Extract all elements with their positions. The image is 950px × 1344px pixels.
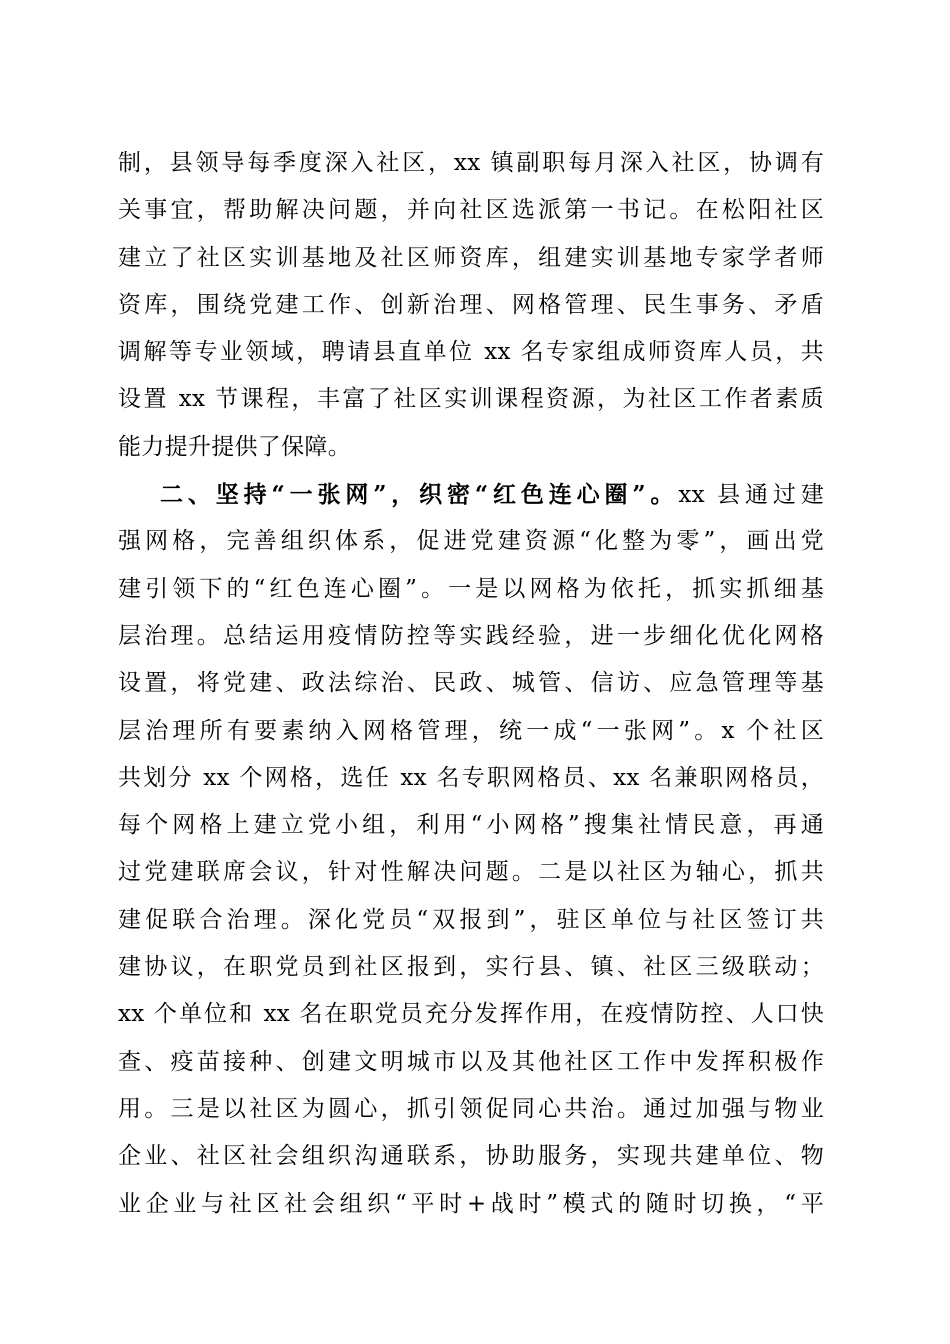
- text-line: 调解等专业领域，聘请县直单位 xx 名专家组成师资库人员，共: [118, 339, 824, 366]
- text-line: 设置，将党建、政法综治、民政、城管、信访、应急管理等基: [118, 670, 824, 697]
- text-line: 业企业与社区社会组织“平时+战时”模式的随时切换，“平: [118, 1190, 824, 1217]
- text-line: xx 个单位和 xx 名在职党员充分发挥作用，在疫情防控、人口快: [118, 1001, 824, 1028]
- section-heading: 二、坚持“一张网”，织密“红色连心圈”。: [160, 481, 679, 509]
- text-line: 层治理。总结运用疫情防控等实践经验，进一步细化优化网格: [118, 622, 824, 649]
- text-line: 查、疫苗接种、创建文明城市以及其他社区工作中发挥积极作: [118, 1048, 824, 1075]
- text-line: 建立了社区实训基地及社区师资库，组建实训基地专家学者师: [118, 244, 824, 271]
- text-line: 强网格，完善组织体系，促进党建资源“化整为零”，画出党: [118, 528, 824, 555]
- text-line: 共划分 xx 个网格，选任 xx 名专职网格员、xx 名兼职网格员，: [118, 764, 824, 791]
- text-line: 建协议，在职党员到社区报到，实行县、镇、社区三级联动；: [118, 954, 824, 981]
- text-line: 关事宜，帮助解决问题，并向社区选派第一书记。在松阳社区: [118, 197, 824, 224]
- text-line: 能力提升提供了保障。: [118, 433, 351, 460]
- text-line: 制，县领导每季度深入社区，xx 镇副职每月深入社区，协调有: [118, 150, 824, 176]
- text-line: 资库，围绕党建工作、创新治理、网格管理、民生事务、矛盾: [118, 291, 824, 318]
- text-span: xx 县通过建: [678, 482, 824, 509]
- text-line: 过党建联席会议，针对性解决问题。二是以社区为轴心，抓共: [118, 859, 824, 886]
- text-line: 层治理所有要素纳入网格管理，统一成“一张网”。x 个社区: [118, 717, 824, 744]
- document-body: [118, 140, 824, 1228]
- text-line: 企业、社区社会组织沟通联系，协助服务，实现共建单位、物: [118, 1143, 824, 1170]
- text-line: 用。三是以社区为圆心，抓引领促同心共治。通过加强与物业: [118, 1095, 824, 1122]
- text-line: 建引领下的“红色连心圈”。一是以网格为依托，抓实抓细基: [118, 575, 824, 602]
- paragraph-1: [118, 140, 824, 471]
- text-line: 每个网格上建立党小组，利用“小网格”搜集社情民意，再通: [118, 812, 824, 839]
- section-heading-line: [118, 471, 824, 518]
- text-line: 建促联合治理。深化党员“双报到”，驻区单位与社区签订共: [118, 906, 824, 933]
- text-line: 设置 xx 节课程，丰富了社区实训课程资源，为社区工作者素质: [118, 386, 824, 413]
- paragraph-2: [118, 471, 824, 1228]
